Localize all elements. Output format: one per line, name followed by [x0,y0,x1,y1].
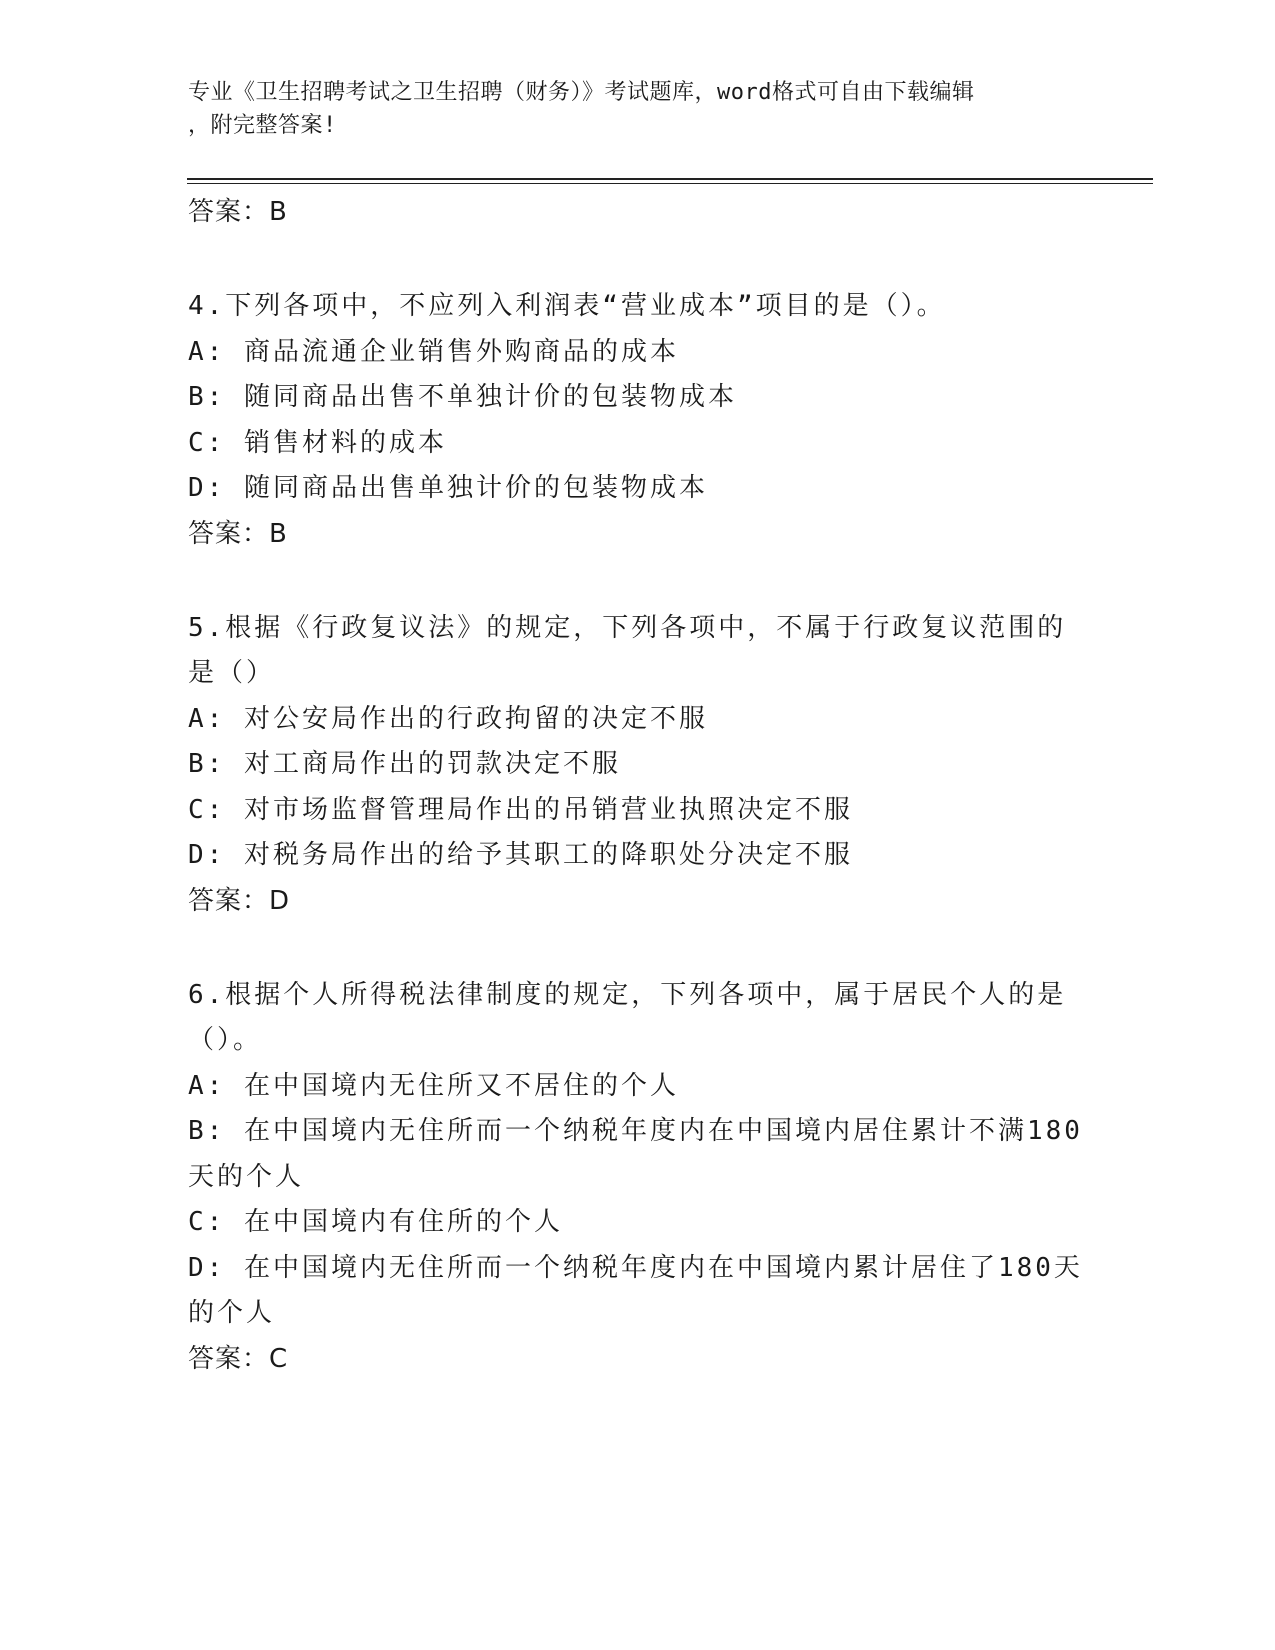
option-b: B: 在中国境内无住所而一个纳税年度内在中国境内居住累计不满180天的个人 [188,1116,1083,1192]
question-item [188,606,1088,923]
option-a: A: 对公安局作出的行政拘留的决定不服 [188,703,708,734]
question-text: 4.下列各项中，不应列入利润表“营业成本”项目的是（）。 [188,291,946,321]
option-c: C: 销售材料的成本 [188,427,447,458]
document-header [188,76,1068,142]
option-d: D: 随同商品出售单独计价的包装物成本 [188,473,708,503]
question-list [188,190,1088,1381]
option-d: D: 对税务局作出的给予其职工的降职处分决定不服 [188,840,853,870]
question-item [188,284,1088,556]
question-text: 6.根据个人所得税法律制度的规定，下列各项中，属于居民个人的是（）。 [188,979,1067,1055]
option-b: B: 对工商局作出的罚款决定不服 [188,749,621,779]
header-line-1: 专业《卫生招聘考试之卫生招聘（财务）》考试题库，word格式可自由下载编辑 [188,80,975,105]
option-c: C: 在中国境内有住所的个人 [188,1207,563,1237]
option-b: B: 随同商品出售不单独计价的包装物成本 [188,382,737,412]
answer-label: 答案：B [188,518,288,549]
question-text: 5.根据《行政复议法》的规定，下列各项中，不属于行政复议范围的是（） [188,612,1067,688]
header-line-2: ，附完整答案! [188,113,337,138]
header-divider-thin [187,183,1153,184]
option-d: D: 在中国境内无住所而一个纳税年度内在中国境内累计居住了180天的个人 [188,1252,1083,1328]
question-item [188,973,1088,1381]
answer-label: 答案：C [188,1343,289,1374]
option-a: A: 在中国境内无住所又不居住的个人 [188,1070,679,1101]
answer-label: 答案：B [188,197,288,227]
option-a: A: 商品流通企业销售外购商品的成本 [188,336,679,367]
option-c: C: 对市场监督管理局作出的吊销营业执照决定不服 [188,794,853,825]
answer-label: 答案：D [188,885,291,916]
header-divider-thick [187,178,1153,180]
